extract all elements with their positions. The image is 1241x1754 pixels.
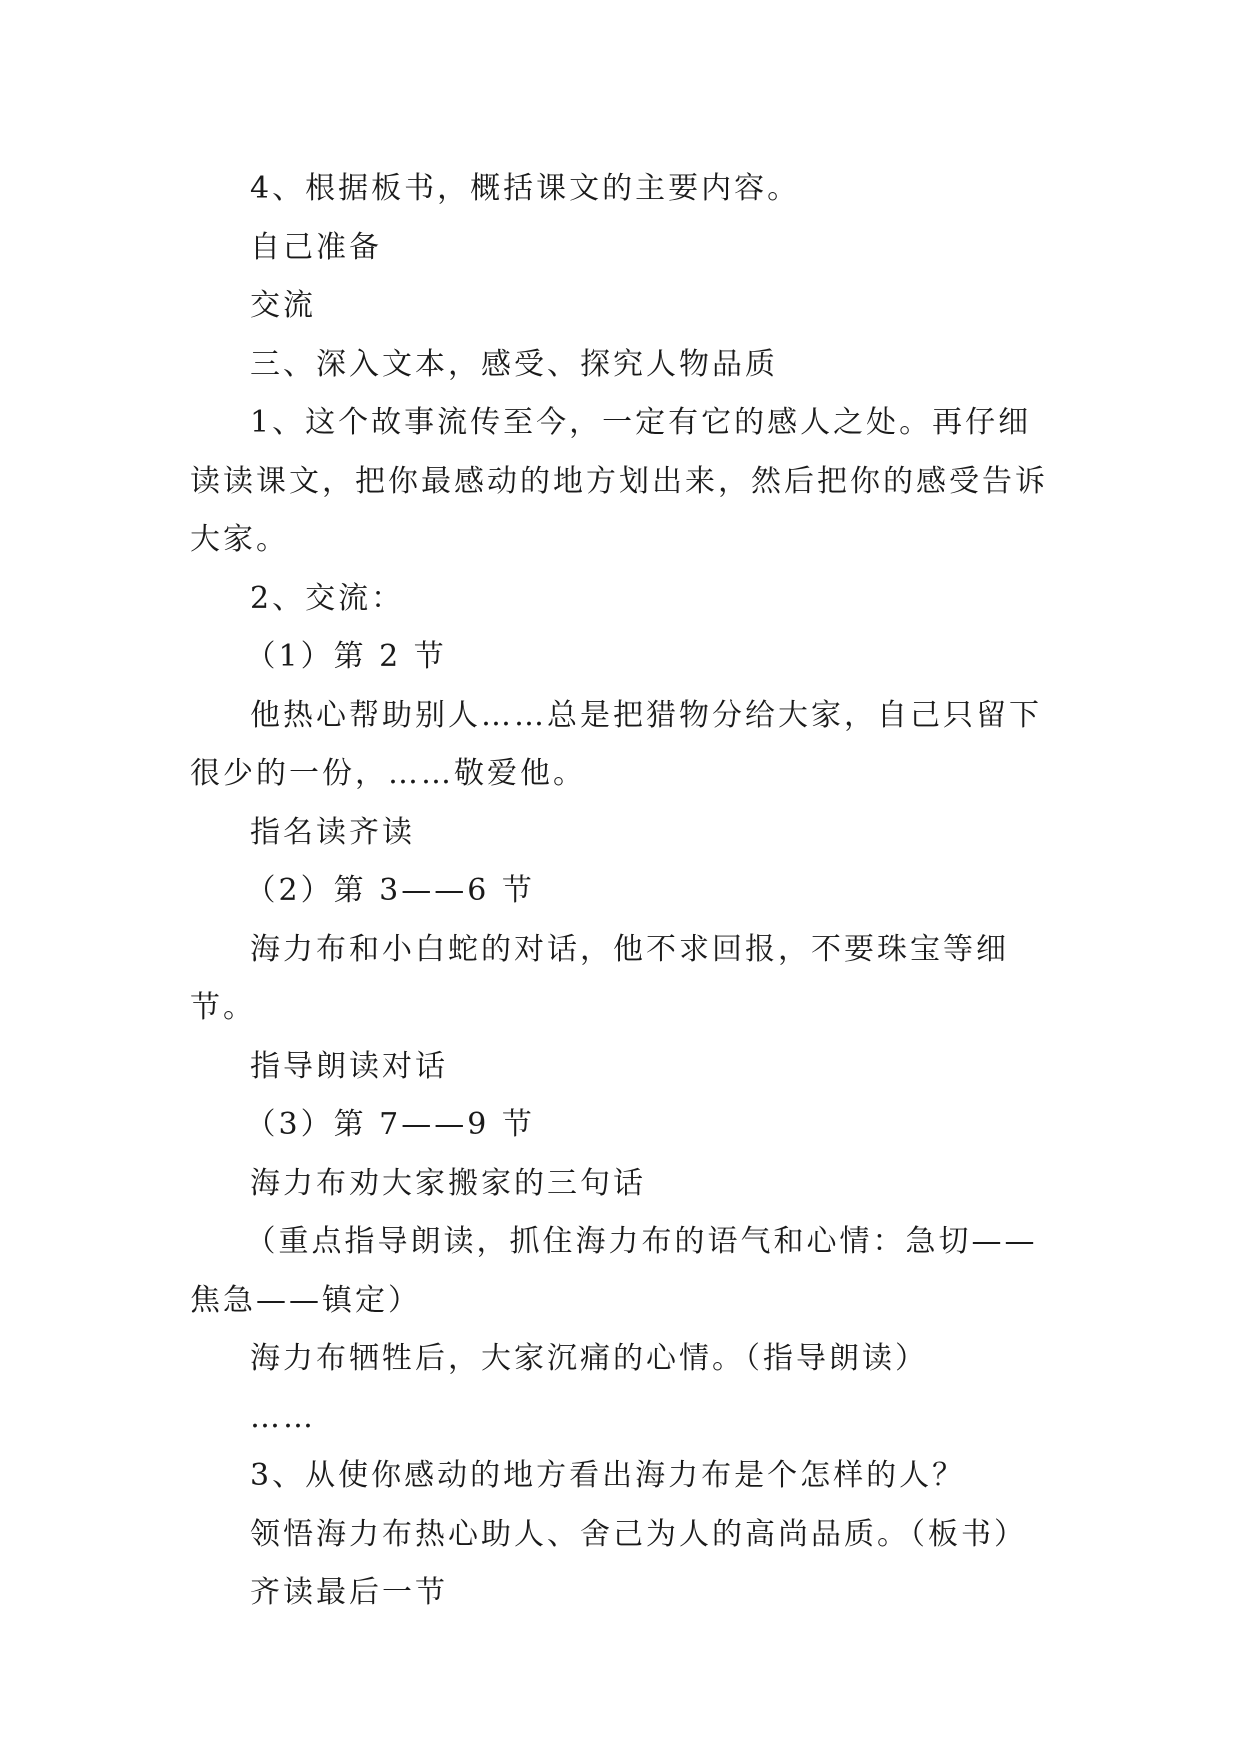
paragraph-step-2: 2、交流： <box>250 580 405 616</box>
subitem-2: （2）第 3——6 节 <box>245 873 535 908</box>
section-heading-3: 三、深入文本，感受、探究人物品质 <box>250 346 778 382</box>
paragraph-helps-others: 他热心帮助别人……总是把猎物分给大家，自己只留下很少的一份，……敬爱他。 <box>190 697 1042 791</box>
paragraph-step-1: 1、这个故事流传至今，一定有它的感人之处。再仔细读读课文，把你最感动的地方划出来，然后把你的感受告诉大家。 <box>190 405 1048 557</box>
subitem-3: （3）第 7——9 节 <box>245 1107 535 1142</box>
paragraph-guide-dialogue: 指导朗读对话 <box>250 1048 448 1084</box>
paragraph-after-sacrifice: 海力布牺牲后，大家沉痛的心情。（指导朗读） <box>250 1341 928 1376</box>
paragraph-self-prepare: 自己准备 <box>250 229 382 265</box>
paragraph-three-sentences: 海力布劝大家搬家的三句话 <box>250 1165 646 1201</box>
paragraph-read-aloud: 指名读齐读 <box>250 814 415 850</box>
paragraph-step-3: 3、从使你感动的地方看出海力布是个怎样的人？ <box>250 1458 966 1493</box>
document-body <box>190 160 1060 1623</box>
paragraph-ellipsis: …… <box>250 1399 316 1435</box>
paragraph-read-last-section: 齐读最后一节 <box>250 1575 448 1610</box>
paragraph-key-guidance: （重点指导朗读，抓住海力布的语气和心情：急切——焦急——镇定） <box>190 1224 1038 1318</box>
paragraph-exchange: 交流 <box>250 288 316 323</box>
paragraph-realize-quality: 领悟海力布热心助人、舍己为人的高尚品质。（板书） <box>250 1516 1027 1552</box>
paragraph-dialogue: 海力布和小白蛇的对话，他不求回报，不要珠宝等细节。 <box>190 931 1009 1025</box>
subitem-1: （1）第 2 节 <box>245 639 447 674</box>
paragraph-step-4: 4、根据板书，概括课文的主要内容。 <box>250 171 801 206</box>
